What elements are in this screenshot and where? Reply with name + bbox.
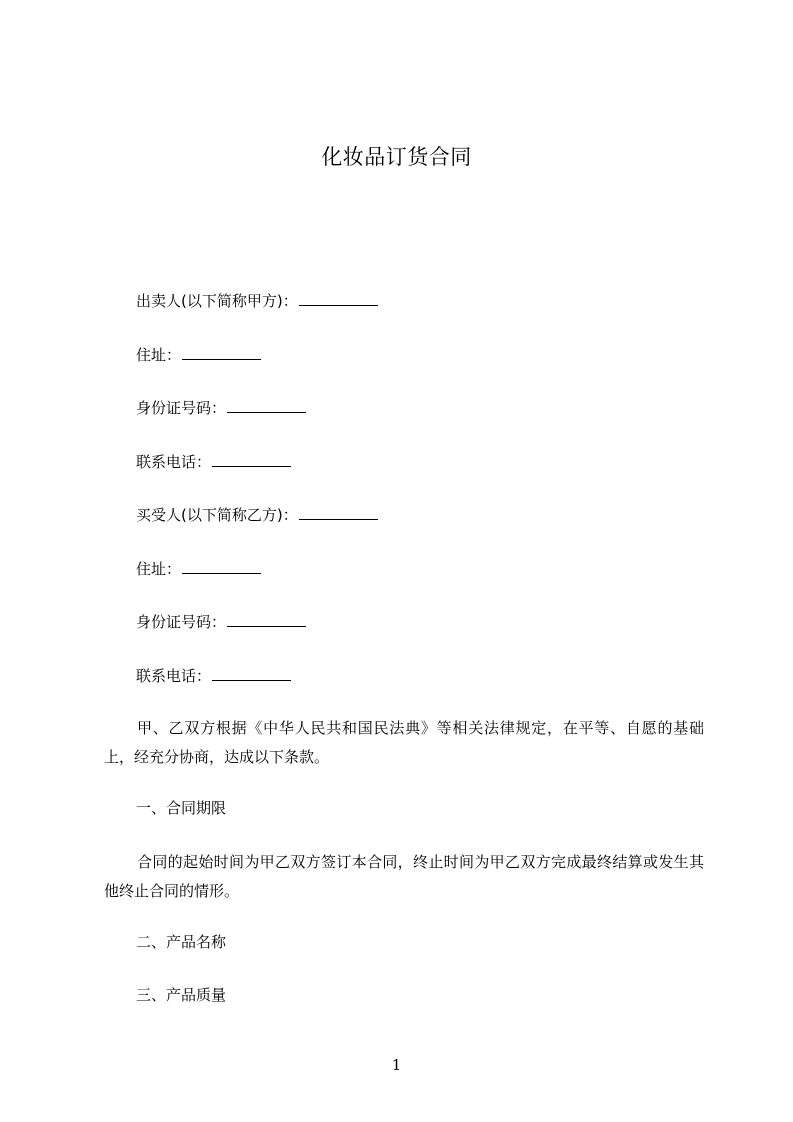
section-body-term: 合同的起始时间为甲乙双方签订本合同，终止时间为甲乙双方完成最终结算或发生其他终止合同的情形。 (104, 853, 704, 900)
seller-id-field (136, 397, 306, 418)
seller-address-blank[interactable] (182, 344, 261, 360)
seller-id-label: 身份证号码： (136, 399, 227, 417)
buyer-address-label: 住址： (136, 560, 182, 578)
seller-id-blank[interactable] (227, 397, 306, 413)
buyer-phone-label: 联系电话： (136, 667, 212, 685)
seller-address-label: 住址： (136, 346, 182, 364)
buyer-id-blank[interactable] (227, 611, 306, 627)
intro-paragraph: 甲、乙双方根据《中华人民共和国民法典》等相关法律规定，在平等、自愿的基础上，经充分协商，达成以下条款。 (104, 719, 704, 766)
seller-address-field (136, 344, 261, 365)
buyer-name-blank[interactable] (299, 504, 378, 520)
page-number: 1 (391, 1056, 402, 1074)
seller-name-field (136, 290, 378, 311)
seller-phone-blank[interactable] (212, 451, 291, 467)
contract-title: 化妆品订货合同 (321, 145, 472, 169)
section-heading-term: 一、合同期限 (136, 799, 227, 817)
section-heading-product-quality: 三、产品质量 (136, 986, 227, 1004)
seller-phone-field (136, 451, 291, 472)
buyer-id-field (136, 611, 306, 632)
buyer-address-field (136, 558, 261, 579)
seller-phone-label: 联系电话： (136, 453, 212, 471)
buyer-name-label: 买受人(以下简称乙方)： (136, 506, 298, 524)
section-heading-product-name: 二、产品名称 (136, 933, 227, 951)
buyer-name-field (136, 504, 378, 525)
seller-name-label: 出卖人(以下简称甲方)： (136, 292, 298, 310)
buyer-id-label: 身份证号码： (136, 613, 227, 631)
buyer-address-blank[interactable] (182, 558, 261, 574)
buyer-phone-blank[interactable] (212, 665, 291, 681)
seller-name-blank[interactable] (299, 290, 378, 306)
buyer-phone-field (136, 665, 291, 686)
